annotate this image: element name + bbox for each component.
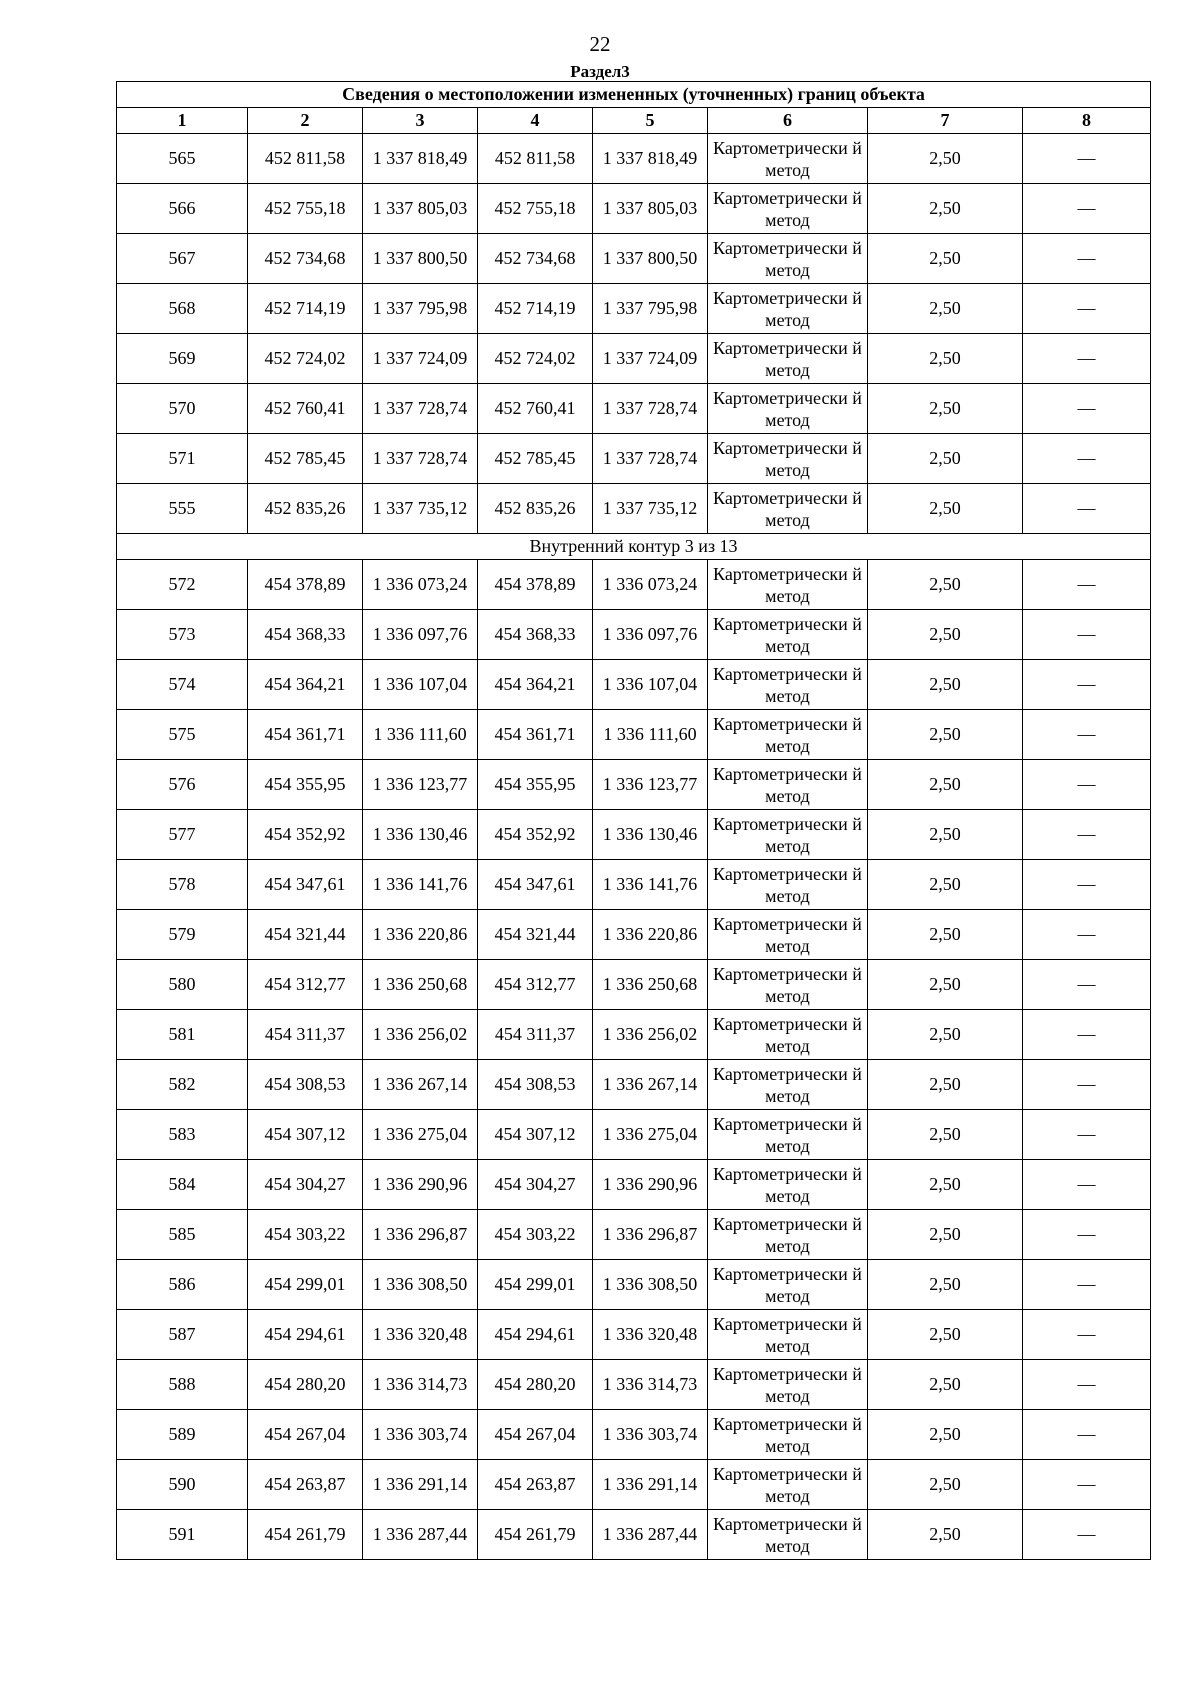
accuracy-cell: 2,50: [868, 810, 1023, 860]
new-coord-x-cell: 452 760,41: [478, 384, 593, 434]
coord-x-cell: 454 321,44: [248, 910, 363, 960]
coord-y-cell: 1 337 818,49: [363, 134, 478, 184]
accuracy-cell: 2,50: [868, 1410, 1023, 1460]
accuracy-cell: 2,50: [868, 1510, 1023, 1560]
table-row: [117, 560, 1151, 610]
column-header: 2: [248, 108, 363, 134]
new-coord-y-cell: 1 337 800,50: [593, 234, 708, 284]
new-coord-y-cell: 1 336 250,68: [593, 960, 708, 1010]
coord-y-cell: 1 337 728,74: [363, 384, 478, 434]
accuracy-cell: 2,50: [868, 1060, 1023, 1110]
description-cell: —: [1023, 334, 1151, 384]
coord-x-cell: 454 311,37: [248, 1010, 363, 1060]
coord-x-cell: 454 304,27: [248, 1160, 363, 1210]
description-cell: —: [1023, 1010, 1151, 1060]
coord-y-cell: 1 336 250,68: [363, 960, 478, 1010]
new-coord-x-cell: 454 261,79: [478, 1510, 593, 1560]
method-cell: Картометрически й метод: [708, 284, 868, 334]
table-row: [117, 434, 1151, 484]
accuracy-cell: 2,50: [868, 234, 1023, 284]
method-cell: Картометрически й метод: [708, 1210, 868, 1260]
description-cell: —: [1023, 1460, 1151, 1510]
new-coord-y-cell: 1 336 320,48: [593, 1310, 708, 1360]
point-number-cell: 585: [117, 1210, 248, 1260]
table-row: [117, 960, 1151, 1010]
coord-x-cell: 454 263,87: [248, 1460, 363, 1510]
point-number-cell: 570: [117, 384, 248, 434]
table-row: [117, 910, 1151, 960]
new-coord-y-cell: 1 337 805,03: [593, 184, 708, 234]
accuracy-cell: 2,50: [868, 760, 1023, 810]
table-row: [117, 484, 1151, 534]
coord-y-cell: 1 337 724,09: [363, 334, 478, 384]
table-row: [117, 710, 1151, 760]
point-number-cell: 569: [117, 334, 248, 384]
accuracy-cell: 2,50: [868, 1310, 1023, 1360]
new-coord-y-cell: 1 336 296,87: [593, 1210, 708, 1260]
coord-x-cell: 452 811,58: [248, 134, 363, 184]
method-cell: Картометрически й метод: [708, 560, 868, 610]
accuracy-cell: 2,50: [868, 1210, 1023, 1260]
coord-x-cell: 454 303,22: [248, 1210, 363, 1260]
new-coord-x-cell: 452 714,19: [478, 284, 593, 334]
table-row: [117, 184, 1151, 234]
description-cell: —: [1023, 1210, 1151, 1260]
accuracy-cell: 2,50: [868, 1260, 1023, 1310]
coord-y-cell: 1 336 107,04: [363, 660, 478, 710]
accuracy-cell: 2,50: [868, 560, 1023, 610]
accuracy-cell: 2,50: [868, 960, 1023, 1010]
table-row: [117, 1160, 1151, 1210]
description-cell: —: [1023, 910, 1151, 960]
new-coord-x-cell: 452 724,02: [478, 334, 593, 384]
coord-y-cell: 1 336 111,60: [363, 710, 478, 760]
table-row: [117, 334, 1151, 384]
accuracy-cell: 2,50: [868, 1360, 1023, 1410]
point-number-cell: 566: [117, 184, 248, 234]
new-coord-y-cell: 1 337 818,49: [593, 134, 708, 184]
table-row: [117, 1310, 1151, 1360]
description-cell: —: [1023, 1410, 1151, 1460]
accuracy-cell: 2,50: [868, 1110, 1023, 1160]
description-cell: —: [1023, 1310, 1151, 1360]
description-cell: —: [1023, 660, 1151, 710]
coord-x-cell: 454 280,20: [248, 1360, 363, 1410]
coord-y-cell: 1 336 220,86: [363, 910, 478, 960]
coord-y-cell: 1 336 123,77: [363, 760, 478, 810]
new-coord-x-cell: 454 304,27: [478, 1160, 593, 1210]
point-number-cell: 571: [117, 434, 248, 484]
column-header: 1: [117, 108, 248, 134]
new-coord-y-cell: 1 336 107,04: [593, 660, 708, 710]
point-number-cell: 587: [117, 1310, 248, 1360]
table-caption-row: [117, 82, 1151, 108]
column-header: 8: [1023, 108, 1151, 134]
description-cell: —: [1023, 810, 1151, 860]
coord-x-cell: 454 294,61: [248, 1310, 363, 1360]
method-cell: Картометрически й метод: [708, 1410, 868, 1460]
method-cell: Картометрически й метод: [708, 1260, 868, 1310]
method-cell: Картометрически й метод: [708, 484, 868, 534]
description-cell: —: [1023, 134, 1151, 184]
coord-x-cell: 454 355,95: [248, 760, 363, 810]
new-coord-x-cell: 454 355,95: [478, 760, 593, 810]
new-coord-y-cell: 1 336 097,76: [593, 610, 708, 660]
point-number-cell: 591: [117, 1510, 248, 1560]
table-row: [117, 284, 1151, 334]
new-coord-y-cell: 1 336 308,50: [593, 1260, 708, 1310]
point-number-cell: 586: [117, 1260, 248, 1310]
coord-x-cell: 454 378,89: [248, 560, 363, 610]
new-coord-y-cell: 1 336 220,86: [593, 910, 708, 960]
table-row: [117, 1360, 1151, 1410]
table-row: [117, 1410, 1151, 1460]
accuracy-cell: 2,50: [868, 484, 1023, 534]
accuracy-cell: 2,50: [868, 910, 1023, 960]
new-coord-y-cell: 1 337 795,98: [593, 284, 708, 334]
coord-x-cell: 452 724,02: [248, 334, 363, 384]
description-cell: —: [1023, 434, 1151, 484]
coord-x-cell: 454 312,77: [248, 960, 363, 1010]
new-coord-x-cell: 454 294,61: [478, 1310, 593, 1360]
accuracy-cell: 2,50: [868, 1160, 1023, 1210]
table-row: [117, 810, 1151, 860]
description-cell: —: [1023, 1160, 1151, 1210]
coord-x-cell: 454 267,04: [248, 1410, 363, 1460]
accuracy-cell: 2,50: [868, 434, 1023, 484]
point-number-cell: 568: [117, 284, 248, 334]
new-coord-y-cell: 1 336 314,73: [593, 1360, 708, 1410]
description-cell: —: [1023, 1110, 1151, 1160]
new-coord-x-cell: 452 785,45: [478, 434, 593, 484]
accuracy-cell: 2,50: [868, 184, 1023, 234]
method-cell: Картометрически й метод: [708, 1110, 868, 1160]
description-cell: —: [1023, 184, 1151, 234]
point-number-cell: 555: [117, 484, 248, 534]
point-number-cell: 576: [117, 760, 248, 810]
table-row: [117, 860, 1151, 910]
coord-x-cell: 454 347,61: [248, 860, 363, 910]
description-cell: —: [1023, 284, 1151, 334]
new-coord-x-cell: 454 364,21: [478, 660, 593, 710]
coord-x-cell: 454 261,79: [248, 1510, 363, 1560]
new-coord-y-cell: 1 336 287,44: [593, 1510, 708, 1560]
new-coord-y-cell: 1 336 303,74: [593, 1410, 708, 1460]
new-coord-x-cell: 454 267,04: [478, 1410, 593, 1460]
method-cell: Картометрически й метод: [708, 1360, 868, 1410]
accuracy-cell: 2,50: [868, 334, 1023, 384]
point-number-cell: 578: [117, 860, 248, 910]
description-cell: —: [1023, 760, 1151, 810]
coord-x-cell: 452 835,26: [248, 484, 363, 534]
new-coord-x-cell: 454 352,92: [478, 810, 593, 860]
description-cell: —: [1023, 560, 1151, 610]
new-coord-y-cell: 1 337 735,12: [593, 484, 708, 534]
new-coord-y-cell: 1 336 111,60: [593, 710, 708, 760]
new-coord-y-cell: 1 336 141,76: [593, 860, 708, 910]
new-coord-y-cell: 1 336 267,14: [593, 1060, 708, 1110]
coord-x-cell: 454 307,12: [248, 1110, 363, 1160]
method-cell: Картометрически й метод: [708, 660, 868, 710]
column-header: 4: [478, 108, 593, 134]
coord-y-cell: 1 336 275,04: [363, 1110, 478, 1160]
contour-group-row: [117, 534, 1151, 560]
point-number-cell: 567: [117, 234, 248, 284]
accuracy-cell: 2,50: [868, 610, 1023, 660]
coord-y-cell: 1 337 735,12: [363, 484, 478, 534]
new-coord-x-cell: 452 811,58: [478, 134, 593, 184]
new-coord-x-cell: 454 303,22: [478, 1210, 593, 1260]
new-coord-y-cell: 1 336 256,02: [593, 1010, 708, 1060]
new-coord-y-cell: 1 336 275,04: [593, 1110, 708, 1160]
column-header: 3: [363, 108, 478, 134]
coord-x-cell: 454 368,33: [248, 610, 363, 660]
coord-x-cell: 454 299,01: [248, 1260, 363, 1310]
table-row: [117, 1060, 1151, 1110]
section-title: Раздел3: [570, 62, 630, 81]
point-number-cell: 575: [117, 710, 248, 760]
accuracy-cell: 2,50: [868, 1460, 1023, 1510]
coord-y-cell: 1 336 287,44: [363, 1510, 478, 1560]
table-row: [117, 384, 1151, 434]
new-coord-x-cell: 454 299,01: [478, 1260, 593, 1310]
method-cell: Картометрически й метод: [708, 610, 868, 660]
new-coord-x-cell: 454 280,20: [478, 1360, 593, 1410]
accuracy-cell: 2,50: [868, 384, 1023, 434]
column-header: 6: [708, 108, 868, 134]
description-cell: —: [1023, 960, 1151, 1010]
coord-y-cell: 1 336 267,14: [363, 1060, 478, 1110]
description-cell: —: [1023, 384, 1151, 434]
point-number-cell: 589: [117, 1410, 248, 1460]
coord-y-cell: 1 336 291,14: [363, 1460, 478, 1510]
new-coord-x-cell: 454 263,87: [478, 1460, 593, 1510]
method-cell: Картометрически й метод: [708, 1510, 868, 1560]
description-cell: —: [1023, 860, 1151, 910]
method-cell: Картометрически й метод: [708, 960, 868, 1010]
table-caption: Сведения о местоположении измененных (уточненных) границ объекта: [117, 82, 1151, 108]
point-number-cell: 579: [117, 910, 248, 960]
coord-y-cell: 1 336 290,96: [363, 1160, 478, 1210]
method-cell: Картометрически й метод: [708, 134, 868, 184]
table-row: [117, 660, 1151, 710]
description-cell: —: [1023, 1360, 1151, 1410]
coord-x-cell: 454 308,53: [248, 1060, 363, 1110]
accuracy-cell: 2,50: [868, 284, 1023, 334]
new-coord-y-cell: 1 336 291,14: [593, 1460, 708, 1510]
method-cell: Картометрически й метод: [708, 1460, 868, 1510]
coord-y-cell: 1 337 800,50: [363, 234, 478, 284]
new-coord-x-cell: 454 361,71: [478, 710, 593, 760]
table-row: [117, 234, 1151, 284]
point-number-cell: 588: [117, 1360, 248, 1410]
coord-y-cell: 1 336 314,73: [363, 1360, 478, 1410]
coord-x-cell: 452 734,68: [248, 234, 363, 284]
new-coord-x-cell: 454 307,12: [478, 1110, 593, 1160]
point-number-cell: 577: [117, 810, 248, 860]
point-number-cell: 590: [117, 1460, 248, 1510]
description-cell: —: [1023, 484, 1151, 534]
contour-group-label: Внутренний контур 3 из 13: [117, 534, 1151, 560]
coord-y-cell: 1 336 296,87: [363, 1210, 478, 1260]
point-number-cell: 565: [117, 134, 248, 184]
accuracy-cell: 2,50: [868, 710, 1023, 760]
description-cell: —: [1023, 610, 1151, 660]
coord-x-cell: 452 714,19: [248, 284, 363, 334]
coord-y-cell: 1 337 728,74: [363, 434, 478, 484]
method-cell: Картометрически й метод: [708, 384, 868, 434]
table-row: [117, 1260, 1151, 1310]
new-coord-y-cell: 1 336 130,46: [593, 810, 708, 860]
new-coord-y-cell: 1 336 073,24: [593, 560, 708, 610]
method-cell: Картометрически й метод: [708, 860, 868, 910]
new-coord-x-cell: 452 755,18: [478, 184, 593, 234]
table-row: [117, 1210, 1151, 1260]
coord-x-cell: 452 760,41: [248, 384, 363, 434]
coord-y-cell: 1 337 805,03: [363, 184, 478, 234]
coord-y-cell: 1 336 141,76: [363, 860, 478, 910]
new-coord-x-cell: 454 311,37: [478, 1010, 593, 1060]
page-number: 22: [589, 32, 611, 56]
method-cell: Картометрически й метод: [708, 434, 868, 484]
new-coord-x-cell: 454 347,61: [478, 860, 593, 910]
new-coord-x-cell: 454 312,77: [478, 960, 593, 1010]
new-coord-y-cell: 1 337 728,74: [593, 384, 708, 434]
description-cell: —: [1023, 1060, 1151, 1110]
coord-y-cell: 1 336 097,76: [363, 610, 478, 660]
method-cell: Картометрически й метод: [708, 234, 868, 284]
table-row: [117, 610, 1151, 660]
new-coord-x-cell: 454 321,44: [478, 910, 593, 960]
table-row: [117, 1460, 1151, 1510]
method-cell: Картометрически й метод: [708, 1060, 868, 1110]
coord-y-cell: 1 336 308,50: [363, 1260, 478, 1310]
new-coord-y-cell: 1 336 290,96: [593, 1160, 708, 1210]
description-cell: —: [1023, 234, 1151, 284]
coord-y-cell: 1 336 320,48: [363, 1310, 478, 1360]
accuracy-cell: 2,50: [868, 1010, 1023, 1060]
point-number-cell: 572: [117, 560, 248, 610]
new-coord-x-cell: 454 368,33: [478, 610, 593, 660]
accuracy-cell: 2,50: [868, 134, 1023, 184]
description-cell: —: [1023, 1510, 1151, 1560]
new-coord-x-cell: 452 835,26: [478, 484, 593, 534]
new-coord-x-cell: 454 378,89: [478, 560, 593, 610]
description-cell: —: [1023, 710, 1151, 760]
table-row: [117, 134, 1151, 184]
new-coord-x-cell: 452 734,68: [478, 234, 593, 284]
new-coord-x-cell: 454 308,53: [478, 1060, 593, 1110]
table-row: [117, 1010, 1151, 1060]
coord-y-cell: 1 336 073,24: [363, 560, 478, 610]
description-cell: —: [1023, 1260, 1151, 1310]
method-cell: Картометрически й метод: [708, 760, 868, 810]
coord-x-cell: 454 361,71: [248, 710, 363, 760]
point-number-cell: 574: [117, 660, 248, 710]
column-header: 5: [593, 108, 708, 134]
new-coord-y-cell: 1 336 123,77: [593, 760, 708, 810]
coord-y-cell: 1 337 795,98: [363, 284, 478, 334]
point-number-cell: 583: [117, 1110, 248, 1160]
table-row: [117, 760, 1151, 810]
point-number-cell: 580: [117, 960, 248, 1010]
coord-x-cell: 454 352,92: [248, 810, 363, 860]
table-row: [117, 1110, 1151, 1160]
method-cell: Картометрически й метод: [708, 1010, 868, 1060]
method-cell: Картометрически й метод: [708, 1310, 868, 1360]
new-coord-y-cell: 1 337 728,74: [593, 434, 708, 484]
coord-x-cell: 452 755,18: [248, 184, 363, 234]
coordinates-table: [116, 81, 1151, 1560]
coord-y-cell: 1 336 256,02: [363, 1010, 478, 1060]
point-number-cell: 584: [117, 1160, 248, 1210]
point-number-cell: 582: [117, 1060, 248, 1110]
coord-y-cell: 1 336 303,74: [363, 1410, 478, 1460]
method-cell: Картометрически й метод: [708, 334, 868, 384]
method-cell: Картометрически й метод: [708, 710, 868, 760]
column-header: 7: [868, 108, 1023, 134]
method-cell: Картометрически й метод: [708, 910, 868, 960]
point-number-cell: 581: [117, 1010, 248, 1060]
point-number-cell: 573: [117, 610, 248, 660]
method-cell: Картометрически й метод: [708, 184, 868, 234]
coord-x-cell: 454 364,21: [248, 660, 363, 710]
method-cell: Картометрически й метод: [708, 1160, 868, 1210]
accuracy-cell: 2,50: [868, 860, 1023, 910]
column-header-row: [117, 108, 1151, 134]
coord-x-cell: 452 785,45: [248, 434, 363, 484]
coord-y-cell: 1 336 130,46: [363, 810, 478, 860]
table-row: [117, 1510, 1151, 1560]
accuracy-cell: 2,50: [868, 660, 1023, 710]
new-coord-y-cell: 1 337 724,09: [593, 334, 708, 384]
method-cell: Картометрически й метод: [708, 810, 868, 860]
